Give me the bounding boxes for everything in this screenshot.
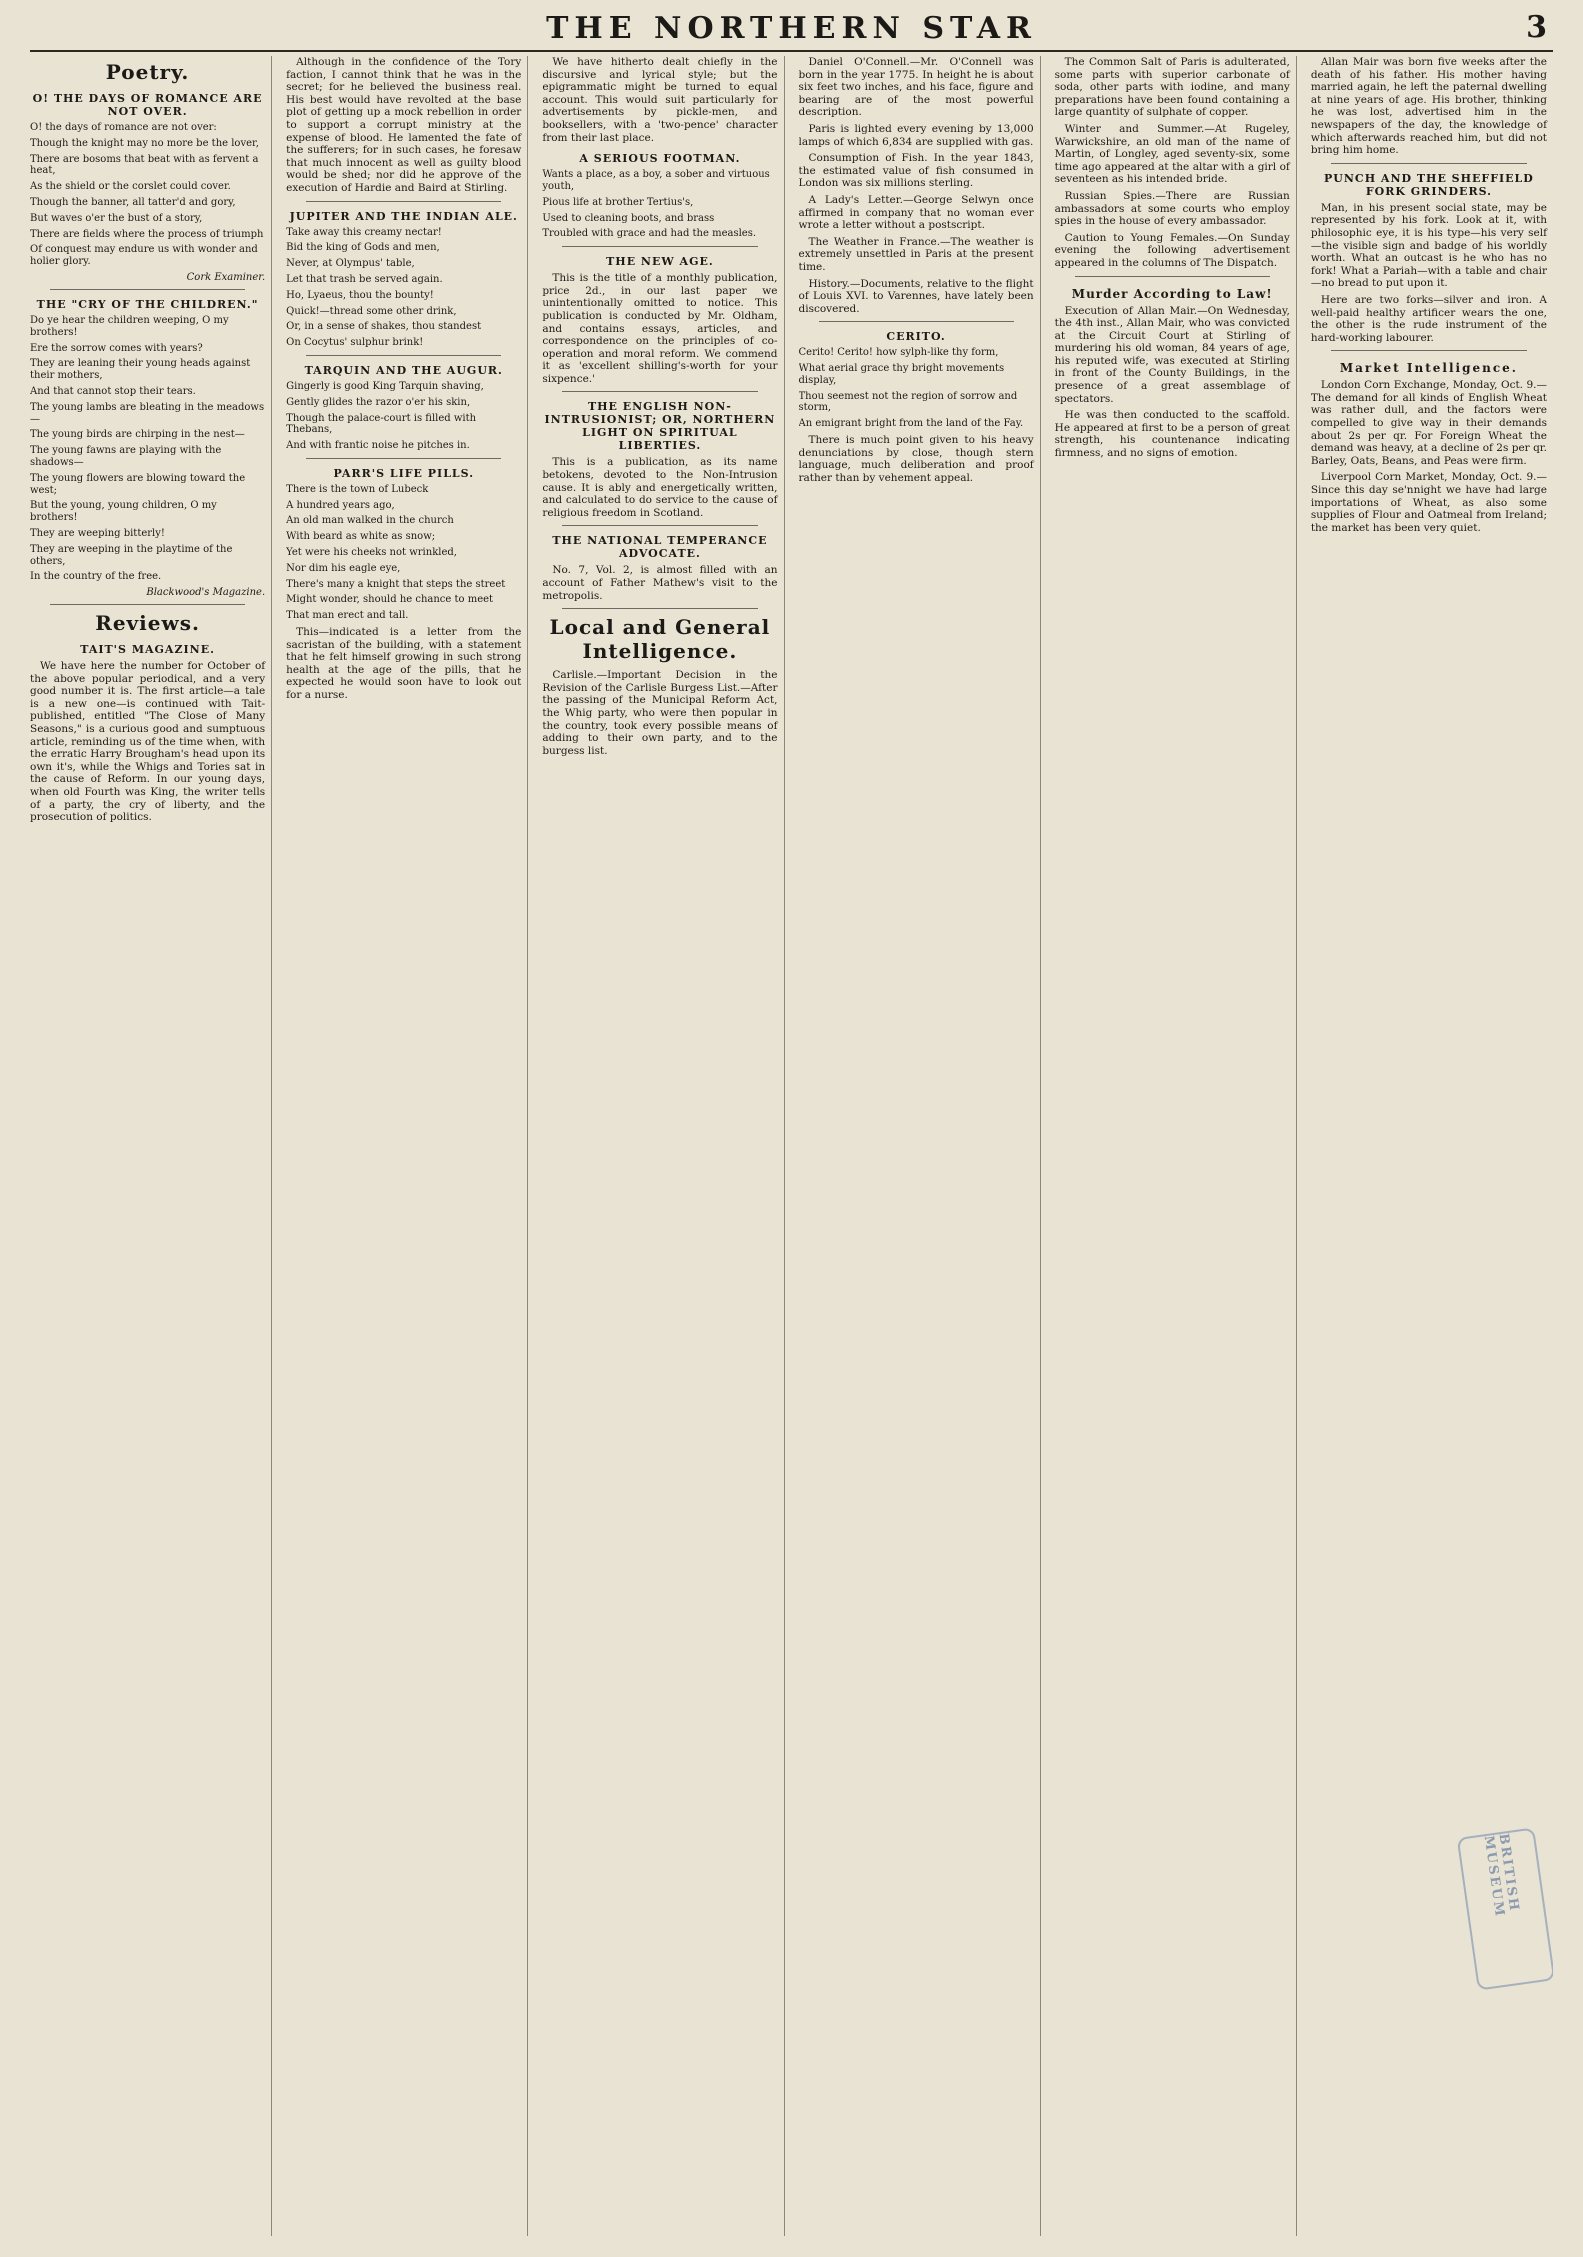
article-paragraph: No. 7, Vol. 2, is almost filled with an account of Father Mathew's visit to the metropolis.: [542, 564, 778, 602]
divider: [562, 525, 757, 526]
column-6: [1311, 56, 1553, 2236]
poem-line: Quick!—thread some other drink,: [286, 305, 457, 317]
review-title: TAIT'S MAGAZINE.: [80, 643, 215, 657]
article-paragraph: He was then conducted to the scaffold. He appeared at first to be a person of great strength, his countenance indicating firmness, and no signs of emotion.: [1054, 409, 1290, 460]
poem-line: They are weeping in the playtime of the others,: [30, 543, 233, 567]
news-item: Paris is lighted every evening by 13,000 lamps of which 6,834 are supplied with gas.: [798, 122, 1034, 148]
poem-title: THE "CRY OF THE CHILDREN.": [36, 297, 259, 311]
divider: [50, 604, 245, 605]
divider: [306, 355, 501, 356]
poem-line: Though the banner, all tatter'd and gory,: [30, 196, 236, 208]
poem-line: Let that trash be served again.: [286, 273, 443, 285]
market-headline: Market Intelligence.: [1339, 361, 1518, 376]
article-paragraph: Execution of Allan Mair.—On Wednesday, the 4th inst., Allan Mair, who was convicted at the Circuit Court at Stirling of murdering his old woman, 84 years of age, his reputed wife, was executed at Stirling in front of the County Buildings, in the presence of a great assemblage of spectators.: [1054, 304, 1290, 405]
poem-line: Cerito! Cerito! how sylph-like thy form,: [798, 347, 999, 359]
poem-byline: Cork Examiner.: [186, 271, 266, 283]
poem-line: That man erect and tall.: [286, 610, 409, 622]
article-title: THE ENGLISH NON-INTRUSIONIST; OR, NORTHERN LIGHT ON SPIRITUAL LIBERTIES.: [544, 400, 776, 453]
article-paragraph: London Corn Exchange, Monday, Oct. 9.—The demand for all kinds of English Wheat was rather dull, and the factors were compelled to give way in their demands about 2s per qr. For Foreign Wheat the demand was heavy, at a decline of 2s per qr. Barley, Oats, Beans, and Peas were firm.: [1310, 379, 1547, 467]
article-paragraph: Carlisle.—Important Decision in the Revision of the Carlisle Burgess List.—After the passing of the Municipal Reform Act, the Whig party, who were then popular in the country, took every possible means of adding to their own party, and to the burgess list.: [542, 669, 778, 757]
divider: [50, 289, 245, 290]
poem-line: An emigrant bright from the land of the Fay.: [798, 418, 1024, 430]
divider: [562, 608, 757, 609]
poem-line: Yet were his cheeks not wrinkled,: [286, 547, 457, 559]
page-number: 3: [1526, 10, 1547, 45]
poem-line: And that cannot stop their tears.: [30, 385, 196, 397]
poem-line: Or, in a sense of shakes, thou standest: [286, 321, 482, 333]
poem-body: [799, 347, 1034, 430]
poem-line: Though the knight may no more be the lover,: [30, 137, 259, 149]
poem-line: A hundred years ago,: [286, 499, 395, 511]
poem-line: There are fields where the process of triumph: [30, 228, 264, 240]
poem-line: But the young, young children, O my brothers!: [30, 500, 217, 524]
news-item: A Lady's Letter.—George Selwyn once affirmed in company that no woman ever wrote a letter without a postscript.: [798, 193, 1034, 232]
article-paragraph: There is much point given to his heavy denunciations by close, though stern language, much deliberation and proof rather than by vehement appeal.: [798, 434, 1034, 484]
poem-title: JUPITER AND THE INDIAN ALE.: [289, 209, 518, 223]
poem-line: Bid the king of Gods and men,: [286, 242, 440, 254]
poem-line: The young flowers are blowing toward the west;: [30, 472, 246, 496]
poem-line: The young fawns are playing with the shadows—: [30, 445, 222, 468]
poem-line: An old man walked in the church: [286, 515, 454, 527]
poem-line: In the country of the free.: [30, 571, 162, 583]
poem-byline: Blackwood's Magazine.: [146, 587, 266, 599]
news-items: [1055, 123, 1290, 270]
poem-body: [542, 169, 777, 240]
poem-title: CERITO.: [886, 330, 946, 344]
poem-line: Do ye hear the children weeping, O my brothers!: [30, 314, 229, 338]
poem-line: Take away this creamy nectar!: [286, 226, 442, 238]
article-paragraph: We have here the number for October of the above popular periodical, and a very good number it is. The first article—a tale is a new one—is continued with Tait-published, entitled "The Close of Many Seasons," is a curious good and sumptuous article, reminding us of the time when, with the erratic Harry Brougham's head upon its own it's, while the Whigs and Tories sat in the cause of Reform. In our young days, when old Fourth was King, the writer tells of a party, the cry of liberty, and the prosecution of politics.: [30, 660, 266, 824]
poem-body: [286, 381, 521, 452]
article-paragraph: Liverpool Corn Market, Monday, Oct. 9.—Since this day se'nnight we have had large importations of Wheat, as also some supplies of Flour and Oatmeal from Ireland; the market has been very quiet.: [1310, 471, 1547, 534]
poem-line: There are bosoms that beat with as fervent a heat,: [30, 153, 259, 177]
poem-line: Troubled with grace and had the measles.: [542, 228, 757, 240]
masthead-title: THE NORTHERN STAR: [546, 10, 1037, 46]
poem-line: As the shield or the corslet could cover.: [30, 181, 231, 193]
poem-line: And with frantic noise he pitches in.: [286, 440, 470, 452]
poem-line: There is the town of Lubeck: [286, 483, 429, 495]
article-title: PUNCH AND THE SHEFFIELD FORK GRINDERS.: [1324, 171, 1534, 198]
article-paragraph: This is the title of a monthly publication, price 2d., in our last paper we unintentionally omitted to notice. This publication is conducted by Mr. Oldham, and contains essays, articles, and correspondence on the principles of co-operation and moral reform. We commend it as 'excellent shilling's-worth for your sixpence.': [542, 272, 778, 385]
poetry-section-head: Poetry.: [105, 60, 190, 84]
divider: [1331, 163, 1527, 164]
reviews-section-head: Reviews.: [95, 611, 200, 636]
column-4: [799, 56, 1041, 2236]
poem-line: Of conquest may endure us with wonder and holier glory.: [30, 244, 258, 268]
poem-line: What aerial grace thy bright movements display,: [798, 363, 1005, 386]
divider: [1331, 350, 1527, 351]
poem-line: On Cocytus' sulphur brink!: [286, 337, 424, 349]
article-paragraph: Although in the confidence of the Tory faction, I cannot think that he was in the secret; for he believed the business real. His best would have revolted at the base plot of getting up a mock rebellion in order to support a corrupt ministry at the expense of blood. He lamented the fate of the sufferers; for in such cases, he foresaw that much innocent as well as guilty blood would be shed; nor did he approve of the execution of Hardie and Baird at Stirling.: [286, 56, 522, 194]
divider: [306, 458, 501, 459]
poem-body: [30, 315, 265, 583]
news-item: Caution to Young Females.—On Sunday evening the following advertisement appeared in the columns of The Dispatch.: [1054, 231, 1290, 269]
poem-line: Gingerly is good King Tarquin shaving,: [286, 380, 484, 392]
poem-line: The young lambs are bleating in the meadows—: [30, 401, 265, 425]
poem-line: Used to cleaning boots, and brass: [542, 212, 715, 224]
divider: [1075, 276, 1270, 277]
poem-line: But waves o'er the bust of a story,: [30, 212, 203, 224]
columns: [30, 56, 1553, 2236]
poem-line: Ho, Lyaeus, thou the bounty!: [286, 289, 434, 301]
poem-line: They are weeping bitterly!: [30, 527, 165, 539]
poem-line: Never, at Olympus' table,: [286, 258, 415, 270]
article-paragraph: This is a publication, as its name betokens, devoted to the Non-Intrusion cause. It is ably and energetically written, and calculated to do service to the cause of religious freedom in Scotland.: [542, 456, 778, 519]
article-paragraph: This—indicated is a letter from the sacristan of the building, with a statement that he felt himself growing in such strong health at the age of the pills, that he expected he would soon have to look out for a nurse.: [286, 626, 522, 702]
article-paragraph: Man, in his present social state, may be represented by his fork. Look at it, with philosophic eye, it is his type—his very self—the visible sign and badge of his worldly worth. What an outcast is he who has no fork! What a Pariah—with a table and chair—no bread to put upon it.: [1310, 201, 1547, 290]
column-3: [542, 56, 784, 2236]
poem-body: [30, 122, 265, 268]
divider: [562, 246, 757, 247]
column-5: [1055, 56, 1297, 2236]
news-items: [799, 123, 1034, 315]
article-title: THE NEW AGE.: [606, 255, 714, 269]
poem-title: TARQUIN AND THE AUGUR.: [304, 363, 503, 377]
news-item: History.—Documents, relative to the flight of Louis XVI. to Varennes, have lately been discovered.: [798, 277, 1034, 315]
column-1: [30, 56, 272, 2236]
poem-line: Nor dim his eagle eye,: [286, 562, 401, 574]
news-item: Russian Spies.—There are Russian ambassadors at some courts who employ spies in the house of every ambassador.: [1054, 189, 1290, 228]
murder-headline: Murder According to Law!: [1071, 286, 1273, 301]
poem-line: Though the palace-court is filled with Thebans,: [286, 412, 477, 436]
poem-line: Gently glides the razor o'er his skin,: [286, 396, 471, 408]
article-paragraph: Allan Mair was born five weeks after the death of his father. His mother having married again, he left the paternal dwelling at nine years of age. His brother, thinking he was lost, advertised him in the newspapers of the day, the knowledge of which afterwards reached him, but did not bring him home.: [1310, 56, 1547, 157]
masthead: [30, 6, 1553, 52]
divider: [562, 391, 757, 392]
column-2: [286, 56, 528, 2236]
poem-line: Thou seemest not the region of sorrow and storm,: [798, 390, 1018, 414]
local-section-head: Local and General Intelligence.: [549, 615, 771, 664]
poem-body: [286, 484, 521, 622]
poem-line: Pious life at brother Tertius's,: [542, 196, 694, 208]
divider: [819, 321, 1014, 322]
news-item: Consumption of Fish. In the year 1843, the estimated value of fish consumed in London was six millions sterling.: [798, 152, 1034, 190]
poem-line: Ere the sorrow comes with years?: [30, 342, 203, 354]
poem-line: With beard as white as snow;: [286, 531, 436, 543]
poem-line: They are leaning their young heads against their mothers,: [30, 358, 251, 382]
article-paragraph: Daniel O'Connell.—Mr. O'Connell was born in the year 1775. In height he is about six feet two inches, and his face, figure and bearing are of the most powerful description.: [798, 56, 1034, 119]
poem-title: A SERIOUS FOOTMAN.: [579, 152, 741, 166]
news-item: Winter and Summer.—At Rugeley, Warwickshire, an old man of the name of Martin, of Longley, aged seventy-six, some time ago appeared at the altar with a girl of seventeen as his intended bride.: [1054, 122, 1290, 186]
poem-title: PARR'S LIFE PILLS.: [333, 466, 475, 480]
poem-line: Wants a place, as a boy, a sober and virtuous youth,: [542, 169, 770, 192]
poem-line: There's many a knight that steps the street: [286, 578, 506, 590]
poem-line: The young birds are chirping in the nest—: [30, 429, 245, 441]
article-paragraph: The Common Salt of Paris is adulterated, some parts with superior carbonate of soda, other parts with iodine, and many preparations have been found containing a large quantity of sulphate of copper.: [1054, 56, 1290, 119]
poem-title: O! THE DAYS OF ROMANCE ARE NOT OVER.: [32, 92, 263, 118]
library-stamp: BRITISH MUSEUM: [1457, 1827, 1553, 1990]
article-paragraph: We have hitherto dealt chiefly in the discursive and lyrical style; but the epigrammatic might be turned to equal account. This would suit particularly for advertisements by pickle-men, and booksellers, with a 'two-pence' character from their last place.: [542, 56, 778, 144]
news-item: The Weather in France.—The weather is extremely unsettled in Paris at the present time.: [798, 235, 1034, 273]
article-paragraph: Here are two forks—silver and iron. A well-paid healthy artificer wears the one, the other is the rude instrument of the hard-working labourer.: [1310, 293, 1547, 344]
poem-line: O! the days of romance are not over:: [30, 122, 217, 133]
article-title: THE NATIONAL TEMPERANCE ADVOCATE.: [552, 534, 768, 561]
poem-body: [286, 227, 521, 349]
poem-line: Might wonder, should he chance to meet: [286, 594, 494, 606]
divider: [306, 201, 501, 202]
